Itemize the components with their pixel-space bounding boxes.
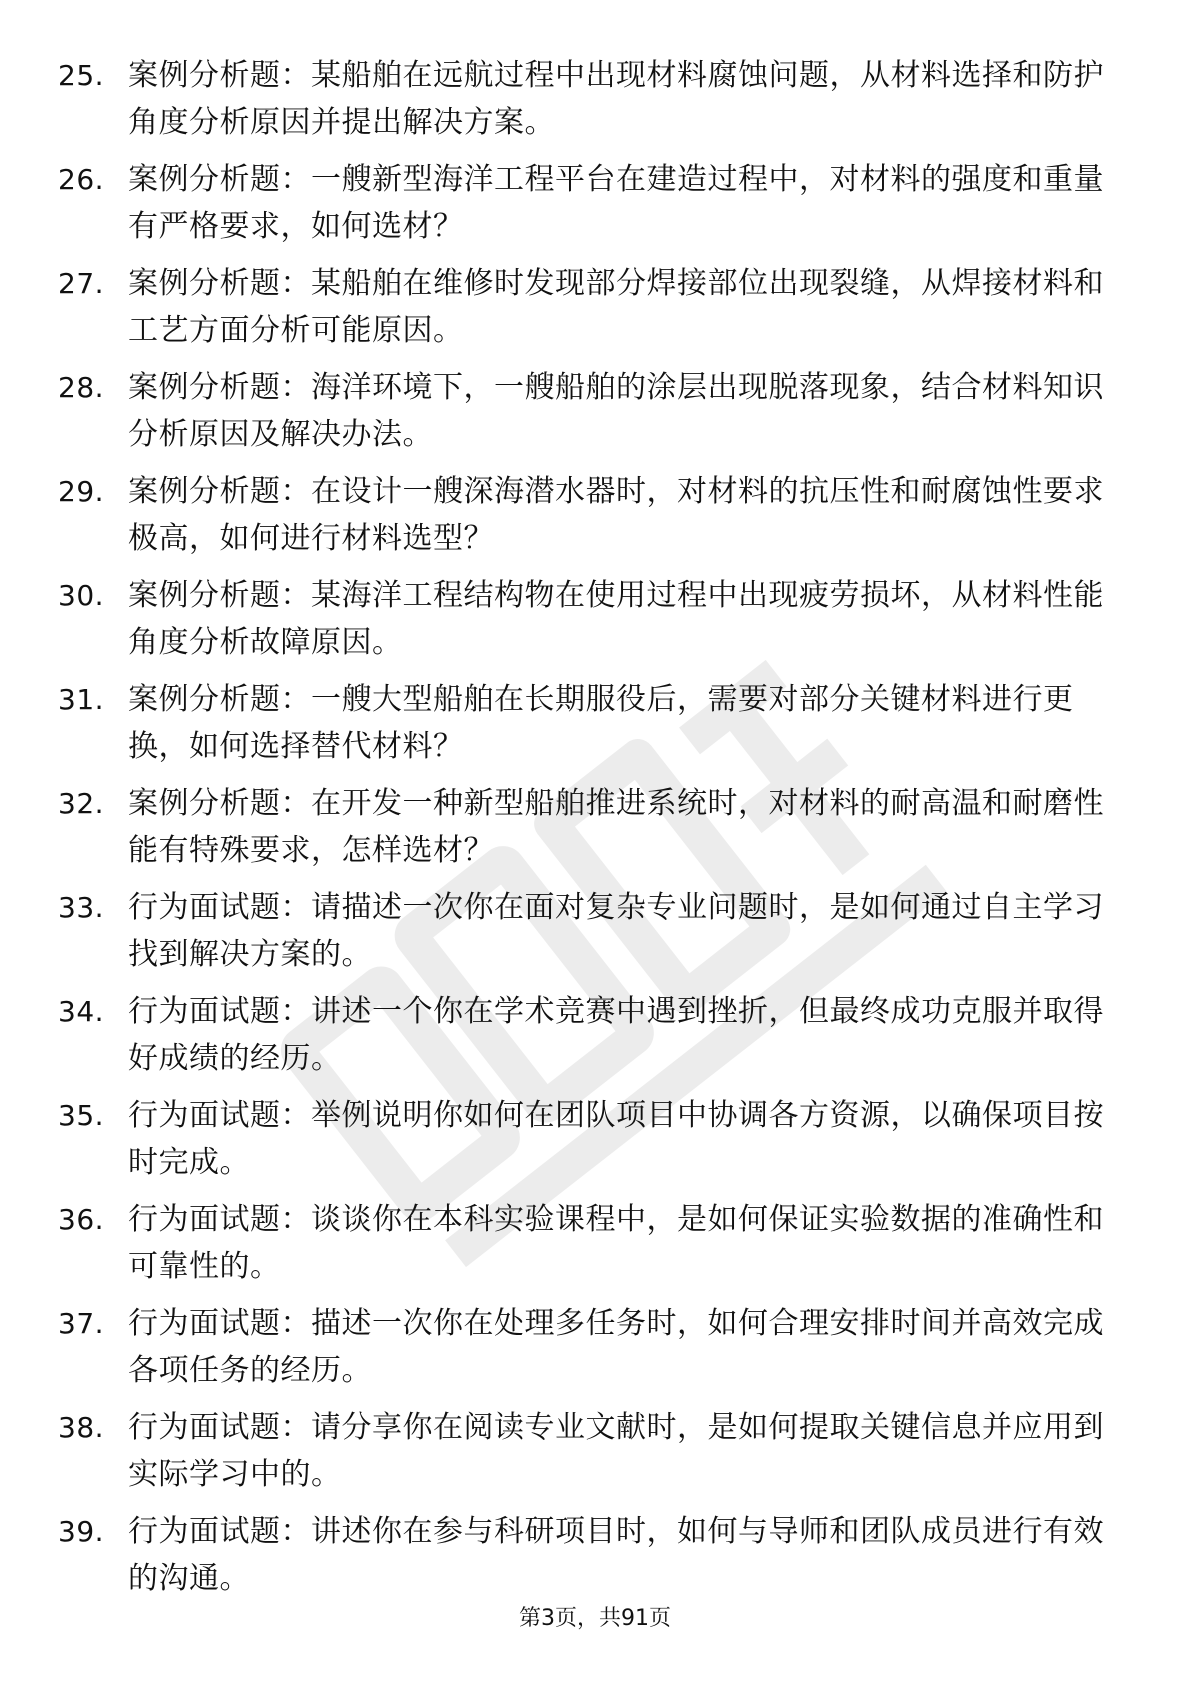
- question-text: 行为面试题：举例说明你如何在团队项目中协调各方资源，以确保项目按时完成。: [128, 1098, 1104, 1180]
- question-number: 30.: [58, 579, 105, 612]
- page-indicator: 第3页，共91页: [519, 1606, 671, 1631]
- question-text: 行为面试题：讲述一个你在学术竞赛中遇到挫折，但最终成功克服并取得好成绩的经历。: [128, 994, 1104, 1076]
- question-item: [58, 468, 1108, 572]
- question-text: 行为面试题：请描述一次你在面对复杂专业问题时，是如何通过自主学习找到解决方案的。: [128, 890, 1104, 972]
- question-number: 27.: [58, 267, 105, 300]
- question-text: 行为面试题：描述一次你在处理多任务时，如何合理安排时间并高效完成各项任务的经历。: [128, 1306, 1104, 1388]
- question-item: [58, 1300, 1108, 1404]
- question-text: 案例分析题：在开发一种新型船舶推进系统时，对材料的耐高温和耐磨性能有特殊要求，怎样选材？: [128, 786, 1104, 868]
- question-item: [58, 364, 1108, 468]
- question-item: [58, 52, 1108, 156]
- question-number: 32.: [58, 787, 105, 820]
- question-number: 29.: [58, 475, 105, 508]
- question-item: [58, 1092, 1108, 1196]
- question-text: 案例分析题：某船舶在维修时发现部分焊接部位出现裂缝，从焊接材料和工艺方面分析可能原因。: [128, 266, 1104, 348]
- question-item: [58, 676, 1108, 780]
- question-number: 26.: [58, 163, 105, 196]
- question-text: 案例分析题：在设计一艘深海潜水器时，对材料的抗压性和耐腐蚀性要求极高，如何进行材料选型？: [128, 474, 1104, 556]
- question-number: 36.: [58, 1203, 105, 1236]
- question-item: [58, 1196, 1108, 1300]
- question-list: [58, 52, 1108, 1612]
- question-text: 案例分析题：某海洋工程结构物在使用过程中出现疲劳损坏，从材料性能角度分析故障原因。: [128, 578, 1104, 660]
- question-text: 行为面试题：请分享你在阅读专业文献时，是如何提取关键信息并应用到实际学习中的。: [128, 1410, 1104, 1492]
- question-number: 39.: [58, 1515, 105, 1548]
- question-item: [58, 156, 1108, 260]
- question-number: 35.: [58, 1099, 105, 1132]
- question-item: [58, 1404, 1108, 1508]
- question-text: 案例分析题：一艘大型船舶在长期服役后，需要对部分关键材料进行更换，如何选择替代材料？: [128, 682, 1074, 764]
- question-number: 28.: [58, 371, 105, 404]
- question-text: 案例分析题：一艘新型海洋工程平台在建造过程中，对材料的强度和重量有严格要求，如何选材？: [128, 162, 1104, 244]
- question-item: [58, 780, 1108, 884]
- question-text: 案例分析题：某船舶在远航过程中出现材料腐蚀问题，从材料选择和防护角度分析原因并提出解决方案。: [128, 58, 1104, 140]
- question-item: [58, 572, 1108, 676]
- question-number: 34.: [58, 995, 105, 1028]
- question-item: [58, 1508, 1108, 1612]
- question-text: 行为面试题：讲述你在参与科研项目时，如何与导师和团队成员进行有效的沟通。: [128, 1514, 1104, 1596]
- question-text: 行为面试题：谈谈你在本科实验课程中，是如何保证实验数据的准确性和可靠性的。: [128, 1202, 1104, 1284]
- question-number: 25.: [58, 59, 105, 92]
- page-footer: [0, 1604, 1190, 1634]
- question-item: [58, 260, 1108, 364]
- question-number: 33.: [58, 891, 105, 924]
- question-text: 案例分析题：海洋环境下，一艘船舶的涂层出现脱落现象，结合材料知识分析原因及解决办法。: [128, 370, 1104, 452]
- question-number: 38.: [58, 1411, 105, 1444]
- question-item: [58, 988, 1108, 1092]
- question-number: 31.: [58, 683, 105, 716]
- question-number: 37.: [58, 1307, 105, 1340]
- question-item: [58, 884, 1108, 988]
